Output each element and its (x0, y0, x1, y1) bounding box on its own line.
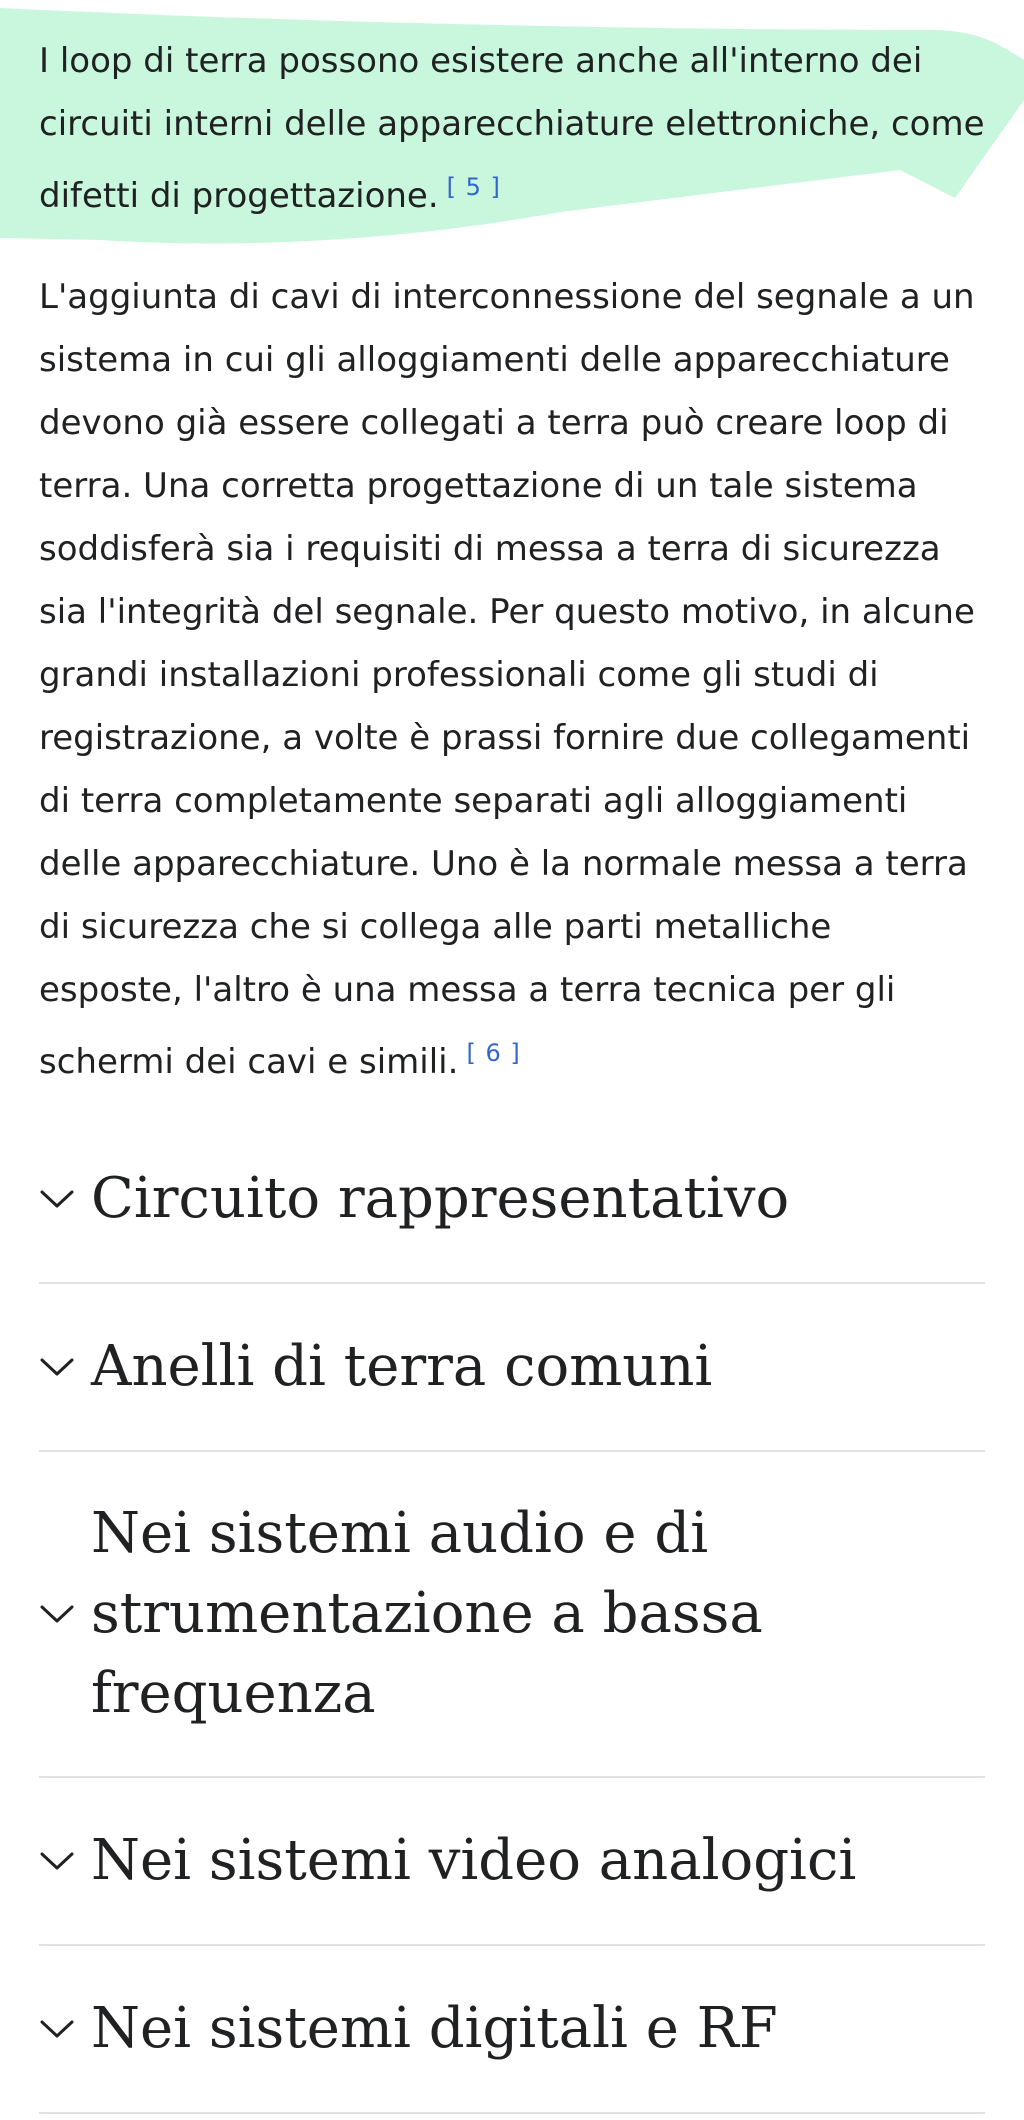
section-anelli-di-terra-comuni[interactable] (39, 1284, 985, 1452)
section-sistemi-audio[interactable] (39, 1452, 985, 1778)
chevron-down-icon (39, 1355, 91, 1379)
chevron-down-icon (39, 2017, 91, 2041)
section-title: Circuito rappresentativo (91, 1166, 790, 1231)
paragraph-text: L'aggiunta di cavi di interconnessione del segnale a un sistema in cui gli alloggiamenti delle apparecchiature devono già essere collegati a terra può creare loop di terra. Una corretta progettazione di un tale sistema soddisferà sia i requisiti di messa a terra di sicurezza sia l'integrità del segnale. Per questo motivo, in alcune grandi installazioni professionali come gli studi di registrazione, a volte è prassi fornire due collegamenti di terra completamente separati agli alloggiamenti delle apparecchiature. Uno è la normale messa a terra di sicurezza che si collega alle parti metalliche esposte, l'altro è una messa a terra tecnica per gli schermi dei cavi e simili. (39, 277, 975, 1082)
chevron-down-icon (39, 1187, 91, 1211)
section-circuito-rappresentativo[interactable] (39, 1116, 985, 1284)
section-sistemi-video-analogici[interactable] (39, 1778, 985, 1946)
section-title: Nei sistemi digitali e RF (91, 1996, 778, 2061)
reference-link-6[interactable]: [ 6 ] (466, 1039, 521, 1067)
paragraph-ground-loop-internal (39, 0, 985, 228)
collapsible-sections (39, 1116, 985, 2114)
section-title: Nei sistemi audio e di strumentazione a bassa frequenza (91, 1501, 763, 1726)
reference-link-5[interactable]: [ 5 ] (446, 173, 501, 201)
paragraph-signal-interconnect (39, 266, 985, 1094)
paragraph-text: I loop di terra possono esistere anche all'interno dei circuiti interni delle apparecchiature elettroniche, come difetti di progettazione. (39, 41, 985, 216)
chevron-down-icon (39, 1849, 91, 1873)
chevron-down-icon (39, 1602, 91, 1626)
section-sistemi-digitali-rf[interactable] (39, 1946, 985, 2114)
section-title: Nei sistemi video analogici (91, 1828, 857, 1893)
section-title: Anelli di terra comuni (91, 1334, 713, 1399)
